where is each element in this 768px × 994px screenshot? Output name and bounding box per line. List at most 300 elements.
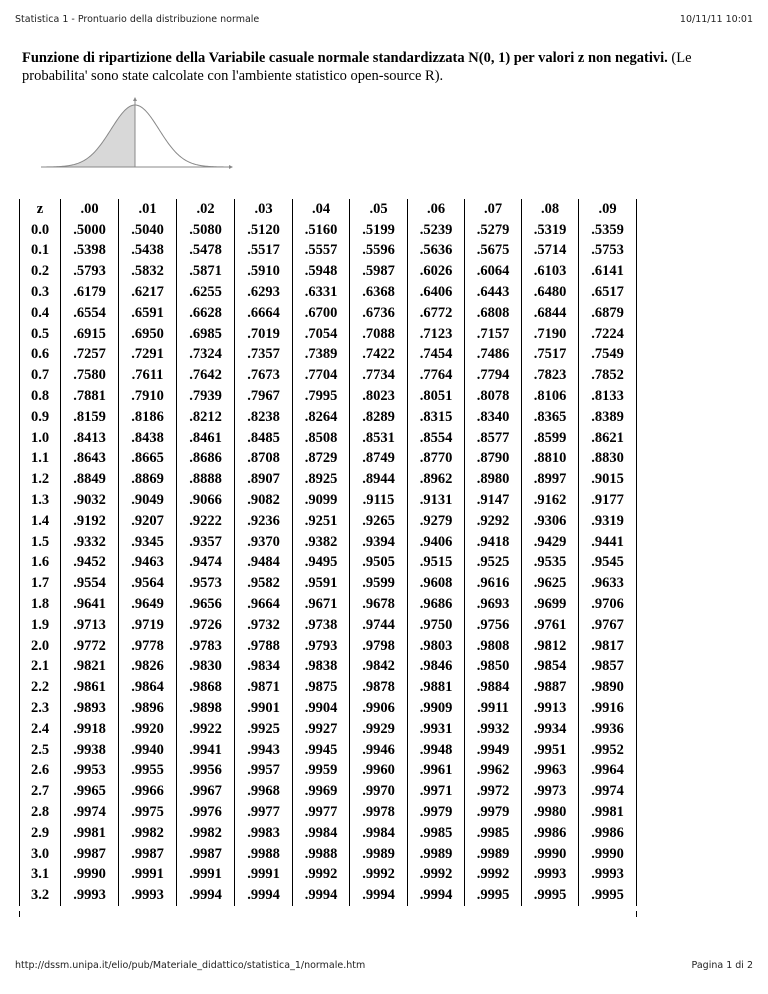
- probability-cell: .9817: [578, 636, 636, 657]
- intro-normal-text: (Le probabilita' sono state calcolate con l'ambiente statistico open-source R).: [22, 50, 692, 84]
- probability-cell: .8485: [234, 428, 292, 449]
- z-value-cell: 0.7: [30, 367, 50, 384]
- z-value-cell: 0.5: [30, 325, 50, 342]
- probability-cell: .9207: [118, 511, 176, 532]
- probability-cell: .8264: [292, 407, 349, 428]
- table-header-row: [20, 199, 636, 220]
- probability-cell: .7995: [292, 386, 349, 407]
- probability-cell: .7324: [176, 345, 234, 366]
- probability-cell: .9987: [60, 844, 118, 865]
- probability-cell: .9974: [60, 802, 118, 823]
- probability-cell: .7580: [60, 365, 118, 386]
- probability-cell: .5080: [176, 220, 234, 241]
- probability-cell: .7517: [521, 345, 578, 366]
- probability-cell: .6255: [176, 282, 234, 303]
- probability-cell: .8621: [578, 428, 636, 449]
- probability-cell: .8849: [60, 469, 118, 490]
- probability-cell: .9994: [407, 885, 464, 906]
- table-row: [20, 740, 636, 761]
- probability-cell: .9545: [578, 553, 636, 574]
- probability-cell: .6217: [118, 282, 176, 303]
- probability-cell: .9966: [118, 781, 176, 802]
- probability-cell: .9978: [349, 802, 407, 823]
- probability-cell: .9925: [234, 719, 292, 740]
- probability-cell: .6879: [578, 303, 636, 324]
- probability-cell: .9940: [118, 740, 176, 761]
- probability-cell: .9495: [292, 553, 349, 574]
- probability-cell: .6443: [464, 282, 521, 303]
- probability-cell: .9989: [464, 844, 521, 865]
- probability-cell: .8212: [176, 407, 234, 428]
- z-value-cell: 1.5: [30, 533, 50, 550]
- z-value-cell: 0.6: [30, 346, 50, 363]
- probability-cell: .9971: [407, 781, 464, 802]
- table-row: [20, 802, 636, 823]
- table-row: [20, 490, 636, 511]
- probability-cell: .7422: [349, 345, 407, 366]
- probability-cell: .9932: [464, 719, 521, 740]
- probability-cell: .5557: [292, 241, 349, 262]
- table-row: [20, 573, 636, 594]
- probability-cell: .8106: [521, 386, 578, 407]
- probability-cell: .9162: [521, 490, 578, 511]
- probability-cell: .8531: [349, 428, 407, 449]
- table-row: [20, 781, 636, 802]
- table-row: [20, 885, 636, 906]
- probability-cell: .9535: [521, 553, 578, 574]
- probability-cell: .8888: [176, 469, 234, 490]
- probability-cell: .9994: [349, 885, 407, 906]
- probability-cell: .9968: [234, 781, 292, 802]
- probability-cell: .8686: [176, 449, 234, 470]
- column-header: .09: [578, 199, 636, 220]
- z-value-cell: 2.1: [30, 658, 50, 675]
- probability-cell: .9406: [407, 532, 464, 553]
- probability-cell: .9871: [234, 677, 292, 698]
- probability-cell: .9099: [292, 490, 349, 511]
- probability-cell: .9505: [349, 553, 407, 574]
- probability-cell: .9608: [407, 573, 464, 594]
- probability-cell: .9756: [464, 615, 521, 636]
- probability-cell: .9943: [234, 740, 292, 761]
- probability-cell: .8729: [292, 449, 349, 470]
- probability-cell: .9951: [521, 740, 578, 761]
- probability-cell: .9965: [60, 781, 118, 802]
- probability-cell: .9929: [349, 719, 407, 740]
- table-row: [20, 615, 636, 636]
- probability-cell: .9515: [407, 553, 464, 574]
- probability-cell: .9952: [578, 740, 636, 761]
- header-title: Statistica 1 - Prontuario della distribuzione normale: [15, 14, 260, 25]
- probability-cell: .9738: [292, 615, 349, 636]
- probability-cell: .9686: [407, 594, 464, 615]
- table-row: [20, 761, 636, 782]
- z-value-cell: 0.9: [30, 408, 50, 425]
- table-body: [20, 220, 636, 906]
- probability-cell: .5359: [578, 220, 636, 241]
- probability-cell: .9948: [407, 740, 464, 761]
- z-value-cell: 0.2: [30, 263, 50, 280]
- probability-cell: .9474: [176, 553, 234, 574]
- probability-cell: .9979: [407, 802, 464, 823]
- probability-cell: .6368: [349, 282, 407, 303]
- probability-cell: .8389: [578, 407, 636, 428]
- normal-curve-figure: [35, 97, 235, 179]
- probability-cell: .6591: [118, 303, 176, 324]
- probability-cell: .9649: [118, 594, 176, 615]
- probability-cell: .8078: [464, 386, 521, 407]
- probability-cell: .9993: [118, 885, 176, 906]
- probability-cell: .9861: [60, 677, 118, 698]
- probability-cell: .9656: [176, 594, 234, 615]
- probability-cell: .9896: [118, 698, 176, 719]
- probability-cell: .6772: [407, 303, 464, 324]
- probability-cell: .9582: [234, 573, 292, 594]
- probability-cell: .9985: [407, 823, 464, 844]
- probability-cell: .6293: [234, 282, 292, 303]
- probability-cell: .8413: [60, 428, 118, 449]
- probability-cell: .9441: [578, 532, 636, 553]
- z-value-cell: 0.3: [30, 284, 50, 301]
- table-row: [20, 449, 636, 470]
- probability-cell: .7967: [234, 386, 292, 407]
- probability-cell: .9945: [292, 740, 349, 761]
- table-row: [20, 719, 636, 740]
- probability-cell: .9699: [521, 594, 578, 615]
- probability-cell: .9279: [407, 511, 464, 532]
- probability-cell: .6331: [292, 282, 349, 303]
- probability-cell: .9916: [578, 698, 636, 719]
- probability-cell: .9920: [118, 719, 176, 740]
- probability-cell: .6664: [234, 303, 292, 324]
- probability-cell: .9452: [60, 553, 118, 574]
- probability-cell: .6915: [60, 324, 118, 345]
- probability-cell: .9719: [118, 615, 176, 636]
- probability-cell: .8830: [578, 449, 636, 470]
- y-axis-arrow: [133, 97, 137, 101]
- probability-cell: .5478: [176, 241, 234, 262]
- probability-cell: .5199: [349, 220, 407, 241]
- probability-cell: .8461: [176, 428, 234, 449]
- probability-cell: .5517: [234, 241, 292, 262]
- probability-cell: .9726: [176, 615, 234, 636]
- probability-cell: .9713: [60, 615, 118, 636]
- probability-cell: .9066: [176, 490, 234, 511]
- probability-cell: .9890: [578, 677, 636, 698]
- probability-cell: .9893: [60, 698, 118, 719]
- probability-cell: .9332: [60, 532, 118, 553]
- probability-cell: .9974: [578, 781, 636, 802]
- probability-cell: .6064: [464, 261, 521, 282]
- probability-cell: .9345: [118, 532, 176, 553]
- probability-cell: .9963: [521, 761, 578, 782]
- probability-cell: .9382: [292, 532, 349, 553]
- probability-cell: .9838: [292, 657, 349, 678]
- probability-cell: .9992: [349, 865, 407, 886]
- probability-cell: .9767: [578, 615, 636, 636]
- probability-cell: .9664: [234, 594, 292, 615]
- probability-cell: .9991: [118, 865, 176, 886]
- z-value-cell: 1.0: [30, 429, 50, 446]
- probability-cell: .9881: [407, 677, 464, 698]
- probability-cell: .9821: [60, 657, 118, 678]
- column-header: .02: [176, 199, 234, 220]
- probability-cell: .9292: [464, 511, 521, 532]
- probability-cell: .9147: [464, 490, 521, 511]
- probability-cell: .5675: [464, 241, 521, 262]
- probability-cell: .9961: [407, 761, 464, 782]
- table-row: [20, 469, 636, 490]
- probability-cell: .9967: [176, 781, 234, 802]
- probability-cell: .9984: [349, 823, 407, 844]
- z-table: [19, 199, 637, 906]
- column-header: .01: [118, 199, 176, 220]
- probability-cell: .9788: [234, 636, 292, 657]
- page-footer: [15, 960, 753, 971]
- probability-cell: .9986: [521, 823, 578, 844]
- probability-cell: .9901: [234, 698, 292, 719]
- probability-cell: .9842: [349, 657, 407, 678]
- probability-cell: .9981: [578, 802, 636, 823]
- probability-cell: .9678: [349, 594, 407, 615]
- probability-cell: .9131: [407, 490, 464, 511]
- probability-cell: .8997: [521, 469, 578, 490]
- probability-cell: .9990: [578, 844, 636, 865]
- probability-cell: .9988: [234, 844, 292, 865]
- probability-cell: .9177: [578, 490, 636, 511]
- probability-cell: .9936: [578, 719, 636, 740]
- probability-cell: .6808: [464, 303, 521, 324]
- probability-cell: .9976: [176, 802, 234, 823]
- probability-cell: .9909: [407, 698, 464, 719]
- probability-cell: .6736: [349, 303, 407, 324]
- probability-cell: .9941: [176, 740, 234, 761]
- probability-cell: .7190: [521, 324, 578, 345]
- table-row: [20, 636, 636, 657]
- column-header: .08: [521, 199, 578, 220]
- probability-cell: .8962: [407, 469, 464, 490]
- probability-cell: .9857: [578, 657, 636, 678]
- probability-cell: .7019: [234, 324, 292, 345]
- probability-cell: .5279: [464, 220, 521, 241]
- probability-cell: .5636: [407, 241, 464, 262]
- probability-cell: .9991: [234, 865, 292, 886]
- probability-cell: .9975: [118, 802, 176, 823]
- probability-cell: .7673: [234, 365, 292, 386]
- probability-cell: .9934: [521, 719, 578, 740]
- probability-cell: .8133: [578, 386, 636, 407]
- probability-cell: .7123: [407, 324, 464, 345]
- probability-cell: .9991: [176, 865, 234, 886]
- probability-cell: .6179: [60, 282, 118, 303]
- table-row: [20, 532, 636, 553]
- probability-cell: .9979: [464, 802, 521, 823]
- z-value-cell: 0.4: [30, 304, 50, 321]
- probability-cell: .8438: [118, 428, 176, 449]
- z-value-cell: 2.0: [30, 637, 50, 654]
- z-value-cell: 1.1: [30, 450, 50, 467]
- table-row: [20, 282, 636, 303]
- probability-cell: .9236: [234, 511, 292, 532]
- probability-cell: .9981: [60, 823, 118, 844]
- z-value-cell: 2.3: [30, 700, 50, 717]
- probability-cell: .6985: [176, 324, 234, 345]
- column-header: .07: [464, 199, 521, 220]
- table-row: [20, 428, 636, 449]
- probability-cell: .8643: [60, 449, 118, 470]
- z-value-cell: 1.6: [30, 554, 50, 571]
- table-row: [20, 365, 636, 386]
- x-axis-arrow: [229, 165, 233, 169]
- probability-cell: .9591: [292, 573, 349, 594]
- column-header: .03: [234, 199, 292, 220]
- probability-cell: .7642: [176, 365, 234, 386]
- probability-cell: .9982: [118, 823, 176, 844]
- probability-cell: .9463: [118, 553, 176, 574]
- table-row: [20, 386, 636, 407]
- probability-cell: .9554: [60, 573, 118, 594]
- probability-cell: .9641: [60, 594, 118, 615]
- probability-cell: .9772: [60, 636, 118, 657]
- probability-cell: .8749: [349, 449, 407, 470]
- probability-cell: .9761: [521, 615, 578, 636]
- probability-cell: .7852: [578, 365, 636, 386]
- probability-cell: .5239: [407, 220, 464, 241]
- probability-cell: .9798: [349, 636, 407, 657]
- z-value-cell: 2.9: [30, 824, 50, 841]
- footer-page-number: Pagina 1 di 2: [691, 960, 753, 971]
- footer-url: http://dssm.unipa.it/elio/pub/Materiale_didattico/statistica_1/normale.htm: [15, 960, 366, 971]
- probability-cell: .9484: [234, 553, 292, 574]
- z-value-cell: 1.3: [30, 492, 50, 509]
- probability-cell: .7823: [521, 365, 578, 386]
- z-value-cell: 1.8: [30, 596, 50, 613]
- probability-cell: .6844: [521, 303, 578, 324]
- probability-cell: .5871: [176, 261, 234, 282]
- probability-cell: .9693: [464, 594, 521, 615]
- probability-cell: .6700: [292, 303, 349, 324]
- probability-cell: .7764: [407, 365, 464, 386]
- probability-cell: .9973: [521, 781, 578, 802]
- probability-cell: .9995: [464, 885, 521, 906]
- probability-cell: .5948: [292, 261, 349, 282]
- probability-cell: .8051: [407, 386, 464, 407]
- probability-cell: .8944: [349, 469, 407, 490]
- probability-cell: .8708: [234, 449, 292, 470]
- probability-cell: .9793: [292, 636, 349, 657]
- probability-cell: .9306: [521, 511, 578, 532]
- probability-cell: .9983: [234, 823, 292, 844]
- table-row: [20, 220, 636, 241]
- probability-cell: .9994: [234, 885, 292, 906]
- column-header: .00: [60, 199, 118, 220]
- probability-cell: .9972: [464, 781, 521, 802]
- probability-cell: .9906: [349, 698, 407, 719]
- table-row: [20, 511, 636, 532]
- probability-cell: .9913: [521, 698, 578, 719]
- z-value-cell: 1.9: [30, 616, 50, 633]
- probability-cell: .9938: [60, 740, 118, 761]
- probability-cell: .5987: [349, 261, 407, 282]
- probability-cell: .9898: [176, 698, 234, 719]
- probability-cell: .5753: [578, 241, 636, 262]
- probability-cell: .9931: [407, 719, 464, 740]
- probability-cell: .8365: [521, 407, 578, 428]
- probability-cell: .7157: [464, 324, 521, 345]
- table-row: [20, 823, 636, 844]
- probability-cell: .9992: [292, 865, 349, 886]
- probability-cell: .9032: [60, 490, 118, 511]
- probability-cell: .9706: [578, 594, 636, 615]
- probability-cell: .7088: [349, 324, 407, 345]
- column-header-z: z: [36, 200, 44, 217]
- intro-bold-text: Funzione di ripartizione della Variabile casuale normale standardizzata N(0, 1) per valori z non negativi.: [22, 50, 668, 66]
- z-value-cell: 1.7: [30, 575, 50, 592]
- table-row: [20, 261, 636, 282]
- probability-cell: .9850: [464, 657, 521, 678]
- probability-cell: .9989: [349, 844, 407, 865]
- probability-cell: .8577: [464, 428, 521, 449]
- probability-cell: .9992: [407, 865, 464, 886]
- probability-cell: .9904: [292, 698, 349, 719]
- probability-cell: .9418: [464, 532, 521, 553]
- probability-cell: .5160: [292, 220, 349, 241]
- table-row: [20, 657, 636, 678]
- probability-cell: .9984: [292, 823, 349, 844]
- table-row: [20, 345, 636, 366]
- probability-cell: .7291: [118, 345, 176, 366]
- table-row: [20, 698, 636, 719]
- probability-cell: .9834: [234, 657, 292, 678]
- probability-cell: .9988: [292, 844, 349, 865]
- probability-cell: .9995: [521, 885, 578, 906]
- probability-cell: .9994: [292, 885, 349, 906]
- z-value-cell: 0.0: [30, 221, 50, 238]
- probability-cell: .9812: [521, 636, 578, 657]
- probability-cell: .7257: [60, 345, 118, 366]
- probability-cell: .9980: [521, 802, 578, 823]
- probability-cell: .9993: [578, 865, 636, 886]
- probability-cell: .9957: [234, 761, 292, 782]
- z-value-cell: 0.1: [30, 242, 50, 259]
- probability-cell: .9778: [118, 636, 176, 657]
- probability-cell: .7224: [578, 324, 636, 345]
- probability-cell: .9744: [349, 615, 407, 636]
- probability-cell: .8186: [118, 407, 176, 428]
- probability-cell: .9993: [60, 885, 118, 906]
- probability-cell: .7454: [407, 345, 464, 366]
- probability-cell: .8810: [521, 449, 578, 470]
- probability-cell: .7486: [464, 345, 521, 366]
- probability-cell: .9956: [176, 761, 234, 782]
- probability-cell: .8665: [118, 449, 176, 470]
- probability-cell: .5793: [60, 261, 118, 282]
- probability-cell: .9222: [176, 511, 234, 532]
- z-value-cell: 1.2: [30, 471, 50, 488]
- table-row: [20, 594, 636, 615]
- probability-cell: .7734: [349, 365, 407, 386]
- probability-cell: .7611: [118, 365, 176, 386]
- probability-cell: .9887: [521, 677, 578, 698]
- probability-cell: .9429: [521, 532, 578, 553]
- probability-cell: .5398: [60, 241, 118, 262]
- probability-cell: .9732: [234, 615, 292, 636]
- probability-cell: .8159: [60, 407, 118, 428]
- probability-cell: .9992: [464, 865, 521, 886]
- probability-cell: .8340: [464, 407, 521, 428]
- probability-cell: .9993: [521, 865, 578, 886]
- probability-cell: .7357: [234, 345, 292, 366]
